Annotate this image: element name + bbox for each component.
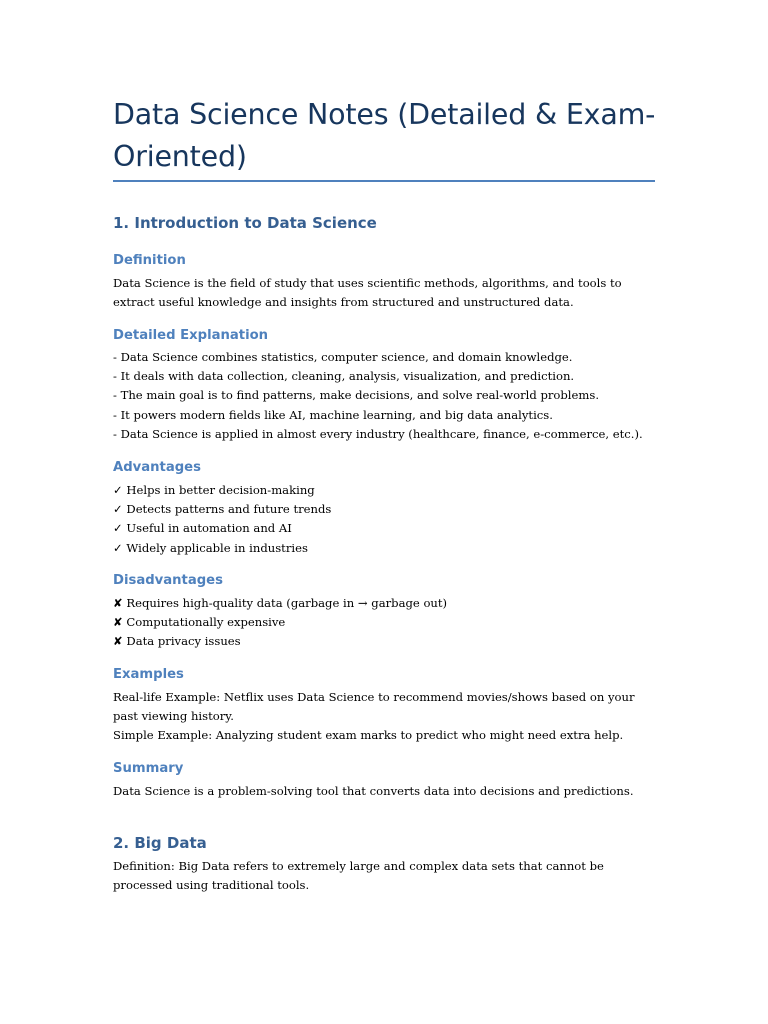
text-line: Data Science is the field of study that uses scientific methods, algorithms, and tools to xyxy=(113,276,622,290)
examples-paragraph xyxy=(113,688,658,746)
subheading-definition: Definition xyxy=(113,253,186,268)
list-item: - It deals with data collection, cleaning, analysis, visualization, and prediction. xyxy=(113,369,575,384)
subheading-examples: Examples xyxy=(113,667,184,682)
advantages-list xyxy=(113,481,658,558)
list-item: ✘ Data privacy issues xyxy=(113,634,241,649)
section-heading-big-data: 2. Big Data xyxy=(113,834,207,852)
document-title xyxy=(113,94,658,178)
disadvantages-list xyxy=(113,594,658,652)
list-item: ✓ Helps in better decision-making xyxy=(113,483,315,497)
list-item: ✘ Computationally expensive xyxy=(113,615,286,630)
subheading-advantages: Advantages xyxy=(113,460,201,475)
text-line: past viewing history. xyxy=(113,709,234,724)
title-underline xyxy=(113,180,655,182)
list-item: - The main goal is to find patterns, make decisions, and solve real-world problems. xyxy=(113,388,600,403)
list-item: ✓ Widely applicable in industries xyxy=(113,540,308,555)
document-title-line: Data Science Notes (Detailed & Exam- xyxy=(113,98,656,131)
text-line: Definition: Big Data refers to extremely large and complex data sets that cannot be xyxy=(113,859,604,873)
list-item: - It powers modern fields like AI, machine learning, and big data analytics. xyxy=(113,407,553,422)
text-line: Simple Example: Analyzing student exam marks to predict who might need extra help. xyxy=(113,728,624,743)
list-item: ✘ Requires high-quality data (garbage in → garbage out) xyxy=(113,596,448,610)
explanation-list xyxy=(113,348,658,444)
subheading-disadvantages: Disadvantages xyxy=(113,573,223,588)
big-data-definition xyxy=(113,857,658,895)
document-title-line: Oriented) xyxy=(113,140,247,173)
section-heading-introduction: 1. Introduction to Data Science xyxy=(113,214,377,232)
text-line: Data Science is a problem-solving tool that converts data into decisions and predictions. xyxy=(113,784,634,798)
list-item: - Data Science is applied in almost every industry (healthcare, finance, e-commerce, etc.). xyxy=(113,426,643,441)
list-item: ✓ Detects patterns and future trends xyxy=(113,502,332,517)
definition-paragraph xyxy=(113,274,658,312)
text-line: Real-life Example: Netflix uses Data Science to recommend movies/shows based on your xyxy=(113,690,635,704)
list-item: - Data Science combines statistics, computer science, and domain knowledge. xyxy=(113,350,573,364)
subheading-detailed-explanation: Detailed Explanation xyxy=(113,328,269,343)
subheading-summary: Summary xyxy=(113,761,184,776)
list-item: ✓ Useful in automation and AI xyxy=(113,521,292,536)
text-line: extract useful knowledge and insights from structured and unstructured data. xyxy=(113,295,574,310)
summary-paragraph xyxy=(113,782,658,801)
text-line: processed using traditional tools. xyxy=(113,878,310,893)
